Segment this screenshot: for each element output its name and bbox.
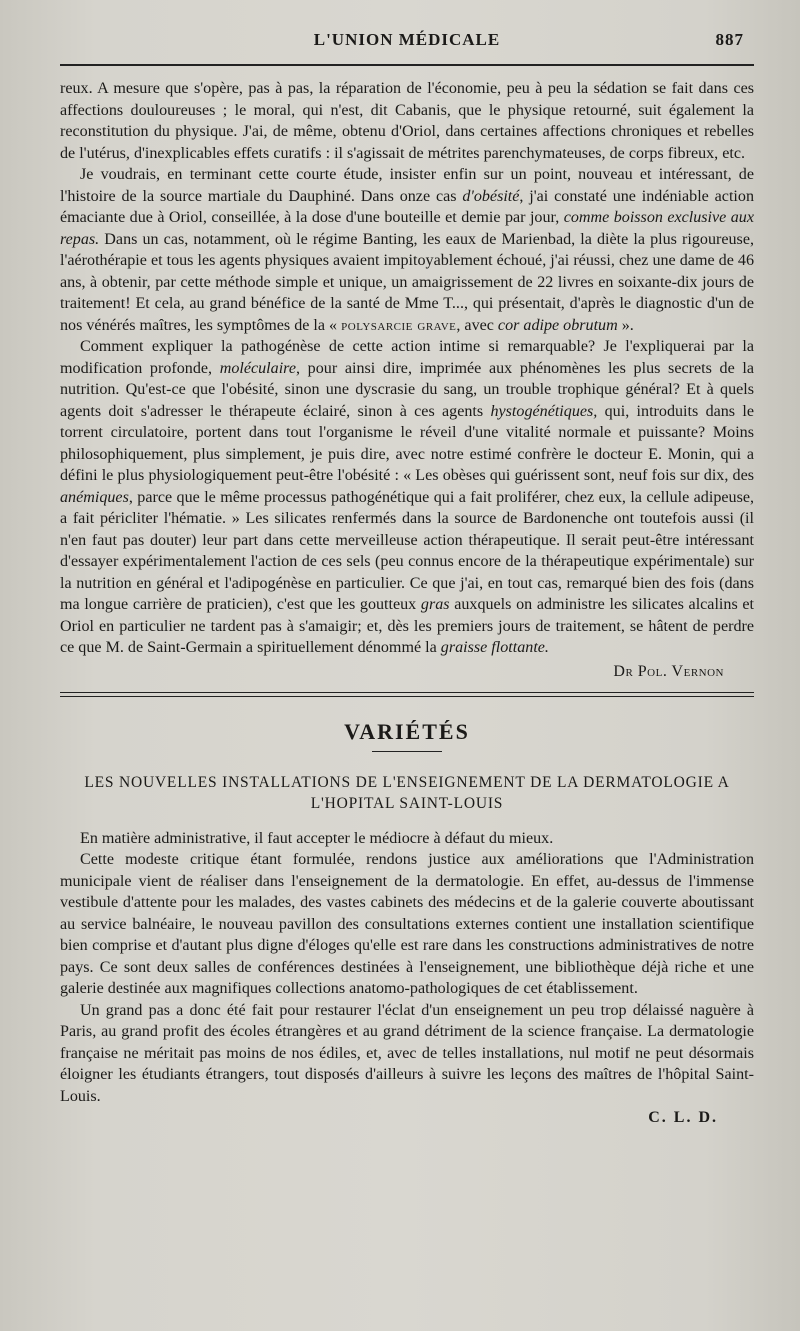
running-head (60, 30, 754, 56)
paragraph: Comment expliquer la pathogénèse de cette action intime si remarquable? Je l'expliquerai par la modification profonde, moléculaire, pour ainsi dire, imprimée aux phénomènes les plus secrets de la nutrition. Qu'est-ce que l'obésité, sinon une dyscrasie du sang, un trouble trophique général? Et à quels agents doit s'adresser le thérapeute éclairé, sinon à ces agents hystogénétiques, qui, introduits dans le torrent circulatoire, portent dans tout l'organisme le réveil d'une vitalité normale et puissante? Moins philosophiquement, plus simplement, je puis dire, avec notre estimé confrère le docteur E. Monin, qui a défini le plus physiologiquement peut-être l'obésité : « Les obèses qui guérissent sont, neuf fois sur dix, des anémiques, parce que le même processus pathogénétique qui a fait proliférer, chez eux, la cellule adipeuse, a fait péricliter l'hématie. » Les silicates renfermés dans la source de Bardonenche ont toutefois aussi (il n'en faut pas douter) leur part dans cette merveilleuse action thérapeutique. Il serait peut-être intéressant d'essayer expérimentalement l'action de ces sels (peu connus encore de la thérapeutique expérimentale) sur la nutrition en général et l'adipogénèse en particulier. Ce que j'ai, en tout cas, remarqué bien des fois (dans ma longue carrière de praticien), c'est que les goutteux gras auxquels on administre les silicates alcalins et Oriol en particulier ne tardent pas à s'amaigir; et, dès les premiers jours de traitement, se hâtent de perdre ce que M. de Saint-Germain a spirituellement dénommé la graisse flottante. (60, 338, 755, 656)
article-dermatologie (60, 828, 754, 1129)
page-number: 887 (715, 30, 744, 49)
journal-title: L'UNION MÉDICALE (313, 30, 501, 49)
title-underline (372, 751, 442, 752)
article-oriol (60, 78, 754, 682)
author-initials: C. L. D. (648, 1109, 718, 1126)
paragraph: reux. A mesure que s'opère, pas à pas, la réparation de l'économie, peu à peu la sédation se fait dans ces affections douloureuses ; le moral, qui n'est, dit Cabanis, que le physique retourné, suit également la reconstitution du physique. J'ai, de même, obtenu d'Oriol, dans certaines affections chroniques et rebelles de l'utérus, d'inexplicables effets curatifs : il s'agissait de métrites parenchymateuses, de corps fibreux, etc. (60, 80, 754, 162)
section-title: VARIÉTÉS (344, 718, 470, 744)
author-signature: Dr Pol. Vernon (613, 662, 724, 680)
paragraph: En matière administrative, il faut accepter le médiocre à défaut du mieux. (80, 829, 554, 847)
header-rule (60, 64, 754, 66)
paragraph: Cette modeste critique étant formulée, rendons justice aux améliorations que l'Administration municipale vient de réaliser dans l'enseignement de la dermatologie. En effet, au-dessus de l'immense vestibule d'attente pour les malades, des vastes cabinets des médecins et de la galerie couverte aboutissant au service balnéaire, le nouveau pavillon des consultations externes contient une installation scientifique bien comprise et d'autant plus digne d'éloges qu'elle est rare dans les constructions administratives de notre pays. Ce sont deux salles de conférences destinées à l'enseignement, une bibliothèque déjà riche et une galerie destinée aux magnifiques collections anatomo-pathologiques de cet établissement. (60, 851, 754, 997)
section-divider (60, 692, 754, 697)
article-headline: LES NOUVELLES INSTALLATIONS DE L'ENSEIGNEMENT DE LA DERMATOLOGIE A L'HOPITAL SAINT-LOUIS (84, 773, 730, 812)
paragraph: Un grand pas a donc été fait pour restaurer l'éclat d'un enseignement un peu trop délaissé naguère à Paris, au grand profit des écoles étrangères et au grand détriment de la science française. La dermatologie française ne méritait pas moins de nos édiles, et, avec de telles installations, nul motif ne peut désormais éloigner les étudiants étrangers, tout disposés d'ailleurs à suivre les leçons des maîtres de l'hôpital Saint-Louis. (60, 1001, 754, 1105)
paragraph: Je voudrais, en terminant cette courte étude, insister enfin sur un point, nouveau et intéressant, de l'histoire de la source martiale du Dauphiné. Dans onze cas d'obésité, j'ai constaté une indéniable action émaciante due à Oriol, conseillée, à la dose d'une bouteille et demie par jour, comme boisson exclusive aux repas. Dans un cas, notamment, où le régime Banting, les eaux de Marienbad, la diète la plus rigoureuse, l'aérothérapie et tous les agents physiques avaient impitoyablement échoué, j'ai réussi, chez une dame de 46 ans, à obtenir, par cette méthode simple et unique, un amaigrissement de 22 livres en soixante-dix jours de traitement! Et cela, au grand bénéfice de la santé de Mme T..., qui présentait, d'après le diagnostic d'un de nos vénérés maîtres, les symptômes de la « polysarcie grave, avec cor adipe obrutum ». (60, 166, 754, 334)
